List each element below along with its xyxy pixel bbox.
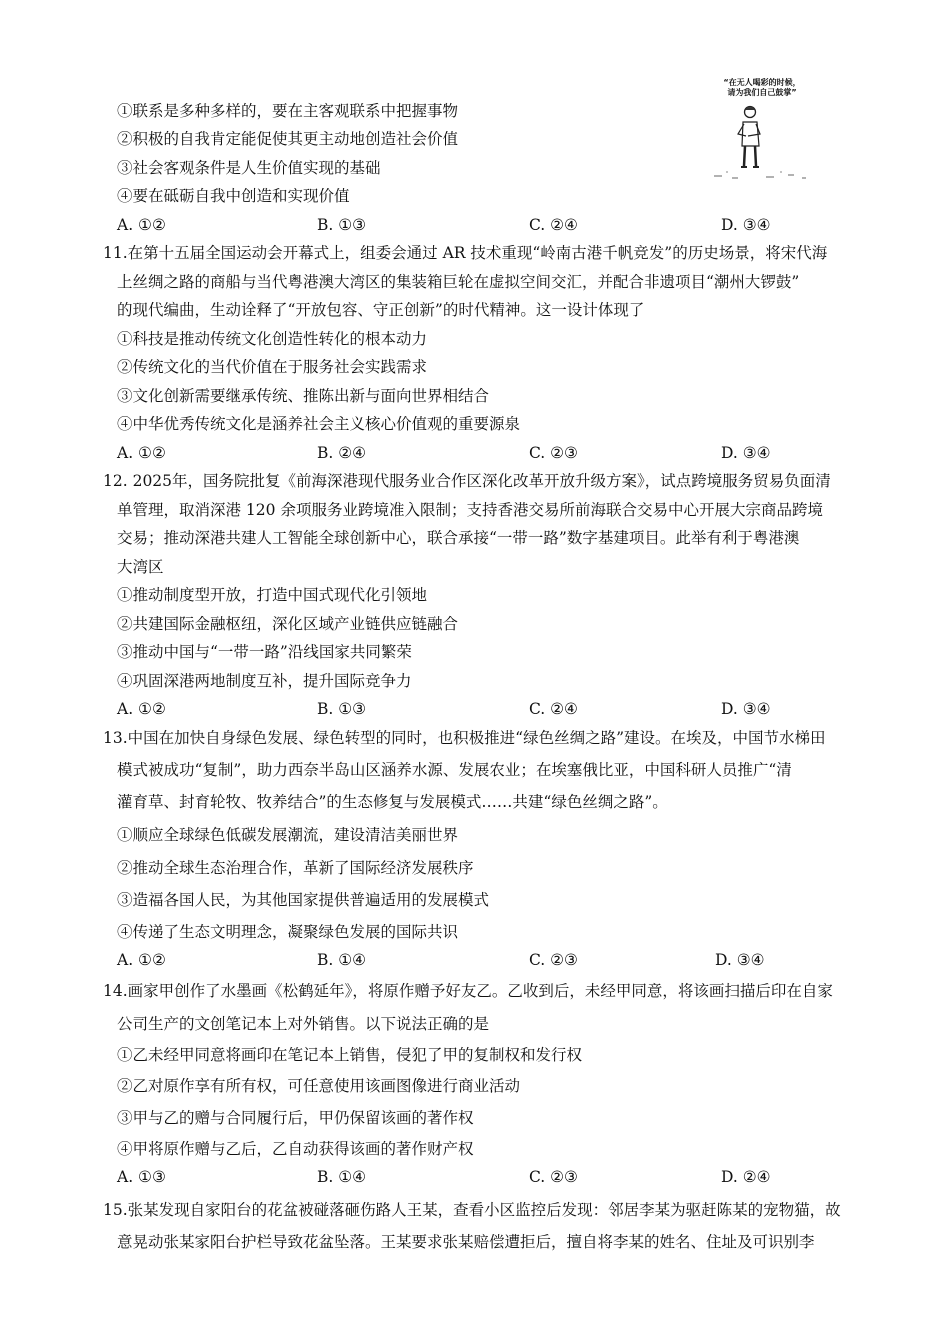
q12-option-4: ④巩固深港两地制度互补，提升国际竞争力 (117, 672, 412, 690)
q13-choice-d[interactable]: D. ③④ (715, 951, 765, 969)
q10-option-2: ②积极的自我肯定能促使其更主动地创造社会价值 (117, 130, 459, 148)
q14-choice-b[interactable]: B. ①④ (317, 1168, 367, 1186)
q14-stem-line1: 14.画家甲创作了水墨画《松鹤延年》，将原作赠予好友乙。乙收到后，未经甲同意，将该画扫描后印在自家 (103, 982, 833, 1000)
q11-choice-a[interactable]: A. ①② (117, 444, 166, 462)
q13-stem-line1: 13.中国在加快自身绿色发展、绿色转型的同时，也积极推进“绿色丝绸之路”建设。在埃及，中国节水梯田 (103, 729, 826, 747)
q12-choice-a[interactable]: A. ①② (117, 700, 166, 718)
q15-stem-line1: 15.张某发现自家阳台的花盆被碰落砸伤路人王某，查看小区监控后发现：邻居李某为驱赶陈某的宠物猫，故 (103, 1201, 841, 1219)
cartoon-caption-line2: 请为我们自己鼓掌” (727, 88, 797, 97)
q14-option-2: ②乙对原作享有所有权，可任意使用该画图像进行商业活动 (117, 1077, 521, 1095)
q12-stem-line1: 12. 2025年，国务院批复《前海深港现代服务业合作区深化改革开放升级方案》，试点跨境服务贸易负面清 (103, 472, 831, 490)
q14-option-1: ①乙未经甲同意将画印在笔记本上销售，侵犯了甲的复制权和发行权 (117, 1046, 583, 1064)
q10-choice-b[interactable]: B. ①③ (317, 216, 367, 234)
q14-option-3: ③甲与乙的赠与合同履行后，甲仍保留该画的著作权 (117, 1109, 474, 1127)
cartoon-illustration (702, 74, 822, 186)
q11-stem-line2: 上丝绸之路的商船与当代粤港澳大湾区的集装箱巨轮在虚拟空间交汇，并配合非遗项目“潮州大锣鼓” (117, 273, 800, 291)
q14-choice-a[interactable]: A. ①③ (117, 1168, 166, 1186)
q12-choice-d[interactable]: D. ③④ (721, 700, 771, 718)
q10-choice-d[interactable]: D. ③④ (721, 216, 771, 234)
q12-choice-c[interactable]: C. ②④ (529, 700, 578, 718)
q10-choice-a[interactable]: A. ①② (117, 216, 166, 234)
clapping-person-icon (702, 74, 822, 186)
q14-choice-c[interactable]: C. ②③ (529, 1168, 578, 1186)
q10-choice-c[interactable]: C. ②④ (529, 216, 578, 234)
q11-stem-line1: 11.在第十五届全国运动会开幕式上，组委会通过 AR 技术重现“岭南古港千帆竞发”的历史场景，将宋代海 (103, 244, 828, 262)
q13-choice-c[interactable]: C. ②③ (529, 951, 578, 969)
q13-choice-a[interactable]: A. ①② (117, 951, 166, 969)
q14-stem-line2: 公司生产的文创笔记本上对外销售。以下说法正确的是 (117, 1015, 490, 1033)
q13-choice-b[interactable]: B. ①④ (317, 951, 367, 969)
q12-option-1: ①推动制度型开放，打造中国式现代化引领地 (117, 586, 428, 604)
q12-stem-line3: 交易；推动深港共建人工智能全球创新中心，联合承接“一带一路”数字基建项目。此举有利于粤港澳 (117, 529, 800, 547)
q11-stem-line3: 的现代编曲，生动诠释了“开放包容、守正创新”的时代精神。这一设计体现了 (117, 301, 645, 319)
q13-option-3: ③造福各国人民，为其他国家提供普遍适用的发展模式 (117, 891, 490, 909)
q12-choice-b[interactable]: B. ①③ (317, 700, 367, 718)
q11-choice-b[interactable]: B. ②④ (317, 444, 367, 462)
q12-option-2: ②共建国际金融枢纽，深化区域产业链供应链融合 (117, 615, 459, 633)
q10-option-4: ④要在砥砺自我中创造和实现价值 (117, 187, 350, 205)
q11-choice-d[interactable]: D. ③④ (721, 444, 771, 462)
q12-option-3: ③推动中国与“一带一路”沿线国家共同繁荣 (117, 643, 412, 661)
q13-stem-line2: 模式被成功“复制”，助力西奈半岛山区涵养水源、发展农业；在埃塞俄比亚，中国科研人员推广“清 (117, 761, 792, 779)
q10-option-1: ①联系是多种多样的，要在主客观联系中把握事物 (117, 102, 459, 120)
q13-stem-line3: 灌育草、封育轮牧、牧养结合”的生态修复与发展模式……共建“绿色丝绸之路”。 (117, 793, 668, 811)
q14-option-4: ④甲将原作赠与乙后，乙自动获得该画的著作财产权 (117, 1140, 474, 1158)
q13-option-4: ④传递了生态文明理念，凝聚绿色发展的国际共识 (117, 923, 459, 941)
q11-option-3: ③文化创新需要继承传统、推陈出新与面向世界相结合 (117, 387, 490, 405)
q13-option-2: ②推动全球生态治理合作，革新了国际经济发展秩序 (117, 859, 474, 877)
q14-choice-d[interactable]: D. ②④ (721, 1168, 771, 1186)
q15-stem-line2: 意晃动张某家阳台护栏导致花盆坠落。王某要求张某赔偿遭拒后，擅自将李某的姓名、住址及可识别李 (117, 1233, 815, 1251)
q12-stem-line4: 大湾区 (117, 558, 164, 576)
q11-option-2: ②传统文化的当代价值在于服务社会实践需求 (117, 358, 428, 376)
q10-option-3: ③社会客观条件是人生价值实现的基础 (117, 159, 381, 177)
q11-choice-c[interactable]: C. ②③ (529, 444, 578, 462)
cartoon-caption-line1: “在无人喝彩的时候， (723, 78, 801, 87)
q11-option-1: ①科技是推动传统文化创造性转化的根本动力 (117, 330, 428, 348)
q12-stem-line2: 单管理，取消深港 120 余项服务业跨境准入限制；支持香港交易所前海联合交易中心开展大宗商品跨境 (117, 501, 823, 519)
q13-option-1: ①顺应全球绿色低碳发展潮流，建设清洁美丽世界 (117, 826, 459, 844)
q11-option-4: ④中华优秀传统文化是涵养社会主义核心价值观的重要源泉 (117, 415, 521, 433)
